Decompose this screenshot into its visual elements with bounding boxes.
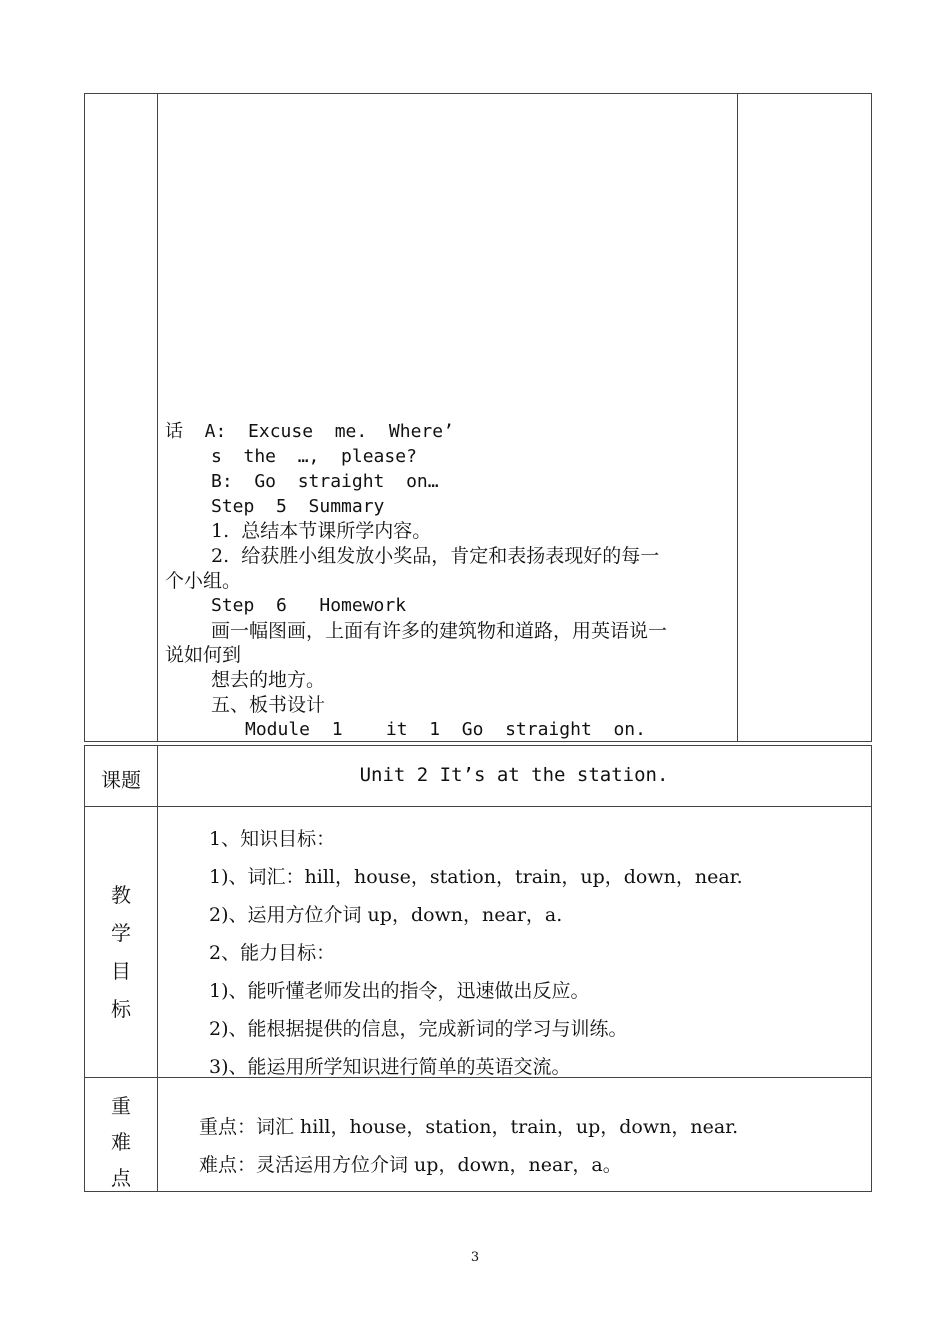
key-label-char: 重: [111, 1094, 131, 1118]
column-divider: [157, 94, 158, 741]
text-line: 话 A: Excuse me. Where’: [165, 421, 454, 442]
goals-label: [85, 876, 157, 1028]
goal-line: 2)、能根据提供的信息，完成新词的学习与训练。: [209, 1018, 628, 1040]
text-line: 1. 总结本节课所学内容。: [211, 520, 432, 542]
key-points-label: [85, 1088, 157, 1196]
text-line: 2. 给获胜小组发放小奖品，肯定和表扬表现好的每一: [211, 545, 660, 567]
text-line: s the …, please?: [211, 446, 417, 467]
text-line: 想去的地方。: [211, 669, 326, 691]
key-label-char: 点: [111, 1166, 131, 1190]
text-line: 五、板书设计: [211, 694, 326, 716]
column-divider: [157, 746, 158, 1191]
goals-label-char: 教: [111, 883, 131, 907]
text-line: Step 6 Homework: [211, 595, 407, 616]
goal-line: 2、能力目标：: [209, 942, 336, 964]
text-line: Module 1 it 1 Go straight on.: [245, 719, 646, 740]
goal-line: 2)、运用方位介词 up，down，near，a.: [209, 904, 563, 926]
text-line: Step 5 Summary: [211, 496, 385, 517]
key-label-char: 难: [111, 1130, 131, 1154]
topic-value: Unit 2 It’s at the station.: [359, 764, 669, 786]
column-divider: [737, 94, 738, 741]
goal-line: 3)、能运用所学知识进行简单的英语交流。: [209, 1056, 571, 1078]
key-point-line: 难点：灵活运用方位介词 up，down，near，a。: [199, 1154, 622, 1176]
goals-label-char: 学: [111, 921, 131, 945]
lesson-plan-lower-table: [84, 745, 872, 1192]
topic-label: 课题: [101, 768, 141, 792]
text-line: 画一幅图画，上面有许多的建筑物和道路，用英语说一: [211, 620, 668, 642]
goal-line: 1)、词汇：hill，house，station，train，up，down，near.: [209, 866, 743, 888]
page-number: 3: [470, 1250, 480, 1265]
row-divider: [85, 806, 871, 807]
text-line: 说如何到: [165, 644, 242, 666]
goals-label-char: 目: [111, 959, 131, 983]
lesson-plan-upper-table: [84, 93, 872, 742]
text-line: B: Go straight on…: [211, 471, 439, 492]
goals-label-char: 标: [111, 997, 131, 1021]
goal-line: 1)、能听懂老师发出的指令，迅速做出反应。: [209, 980, 590, 1002]
text-line: 个小组。: [165, 570, 242, 592]
goal-line: 1、知识目标：: [209, 828, 336, 850]
key-point-line: 重点：词汇 hill，house，station，train，up，down，near.: [199, 1116, 739, 1138]
